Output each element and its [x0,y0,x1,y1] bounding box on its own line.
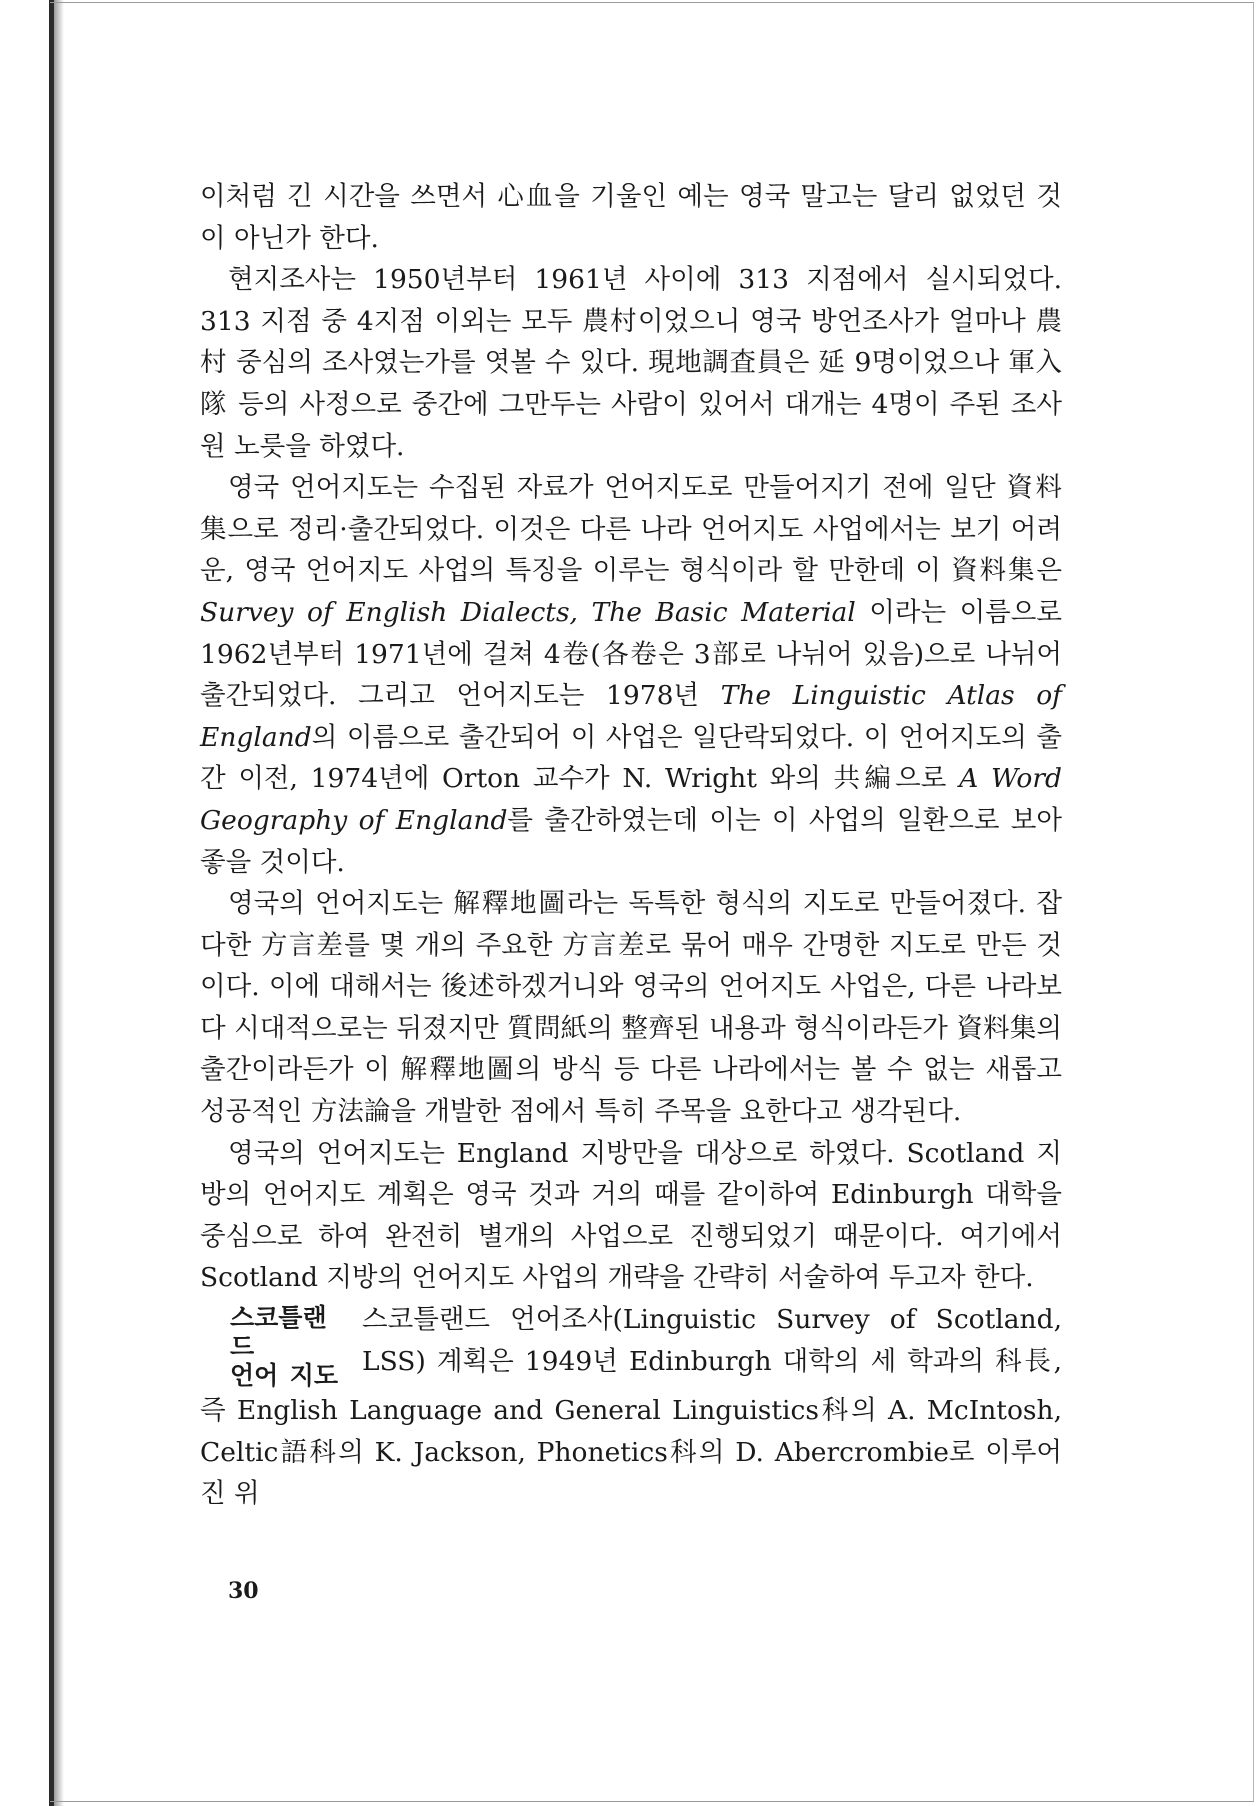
section-opening-lines [362,1299,1062,1382]
page-number: 30 [228,1578,259,1604]
section-text-line-2: LSS) 계획은 1949년 Edinburgh 대학의 세 학과의 科長, [362,1345,1062,1377]
paragraph-1: 이처럼 긴 시간을 쓰면서 心血을 기울인 예는 영국 말고는 달리 없었던 것이 아닌가 한다. [200,181,1062,254]
section-heading-line-1: 스코틀랜드 [230,1303,327,1362]
paragraph-3 [200,467,1062,883]
book-title-survey: Survey of English Dialects, The Basic Material [200,596,856,628]
section-heading [230,1299,338,1390]
paragraph-3-text-c: 의 이름으로 출간되어 이 사업은 일단락되었다. 이 언어지도의 출간 이전, 1974년에 Orton 교수가 N. Wright 와의 共編으로 [200,721,1062,795]
section-scotland [200,1299,1062,1390]
section-continuation: 즉 English Language and General Linguistics科의 A. McIntosh, Celtic語科의 K. Jackson, Phonetics科의 D. Abercrombie로 이루어진 위 [200,1395,1062,1510]
paragraph-3-text-a: 영국 언어지도는 수집된 자료가 언어지도로 만들어지기 전에 일단 資料集으로 정리·출간되었다. 이것은 다른 나라 언어지도 사업에서는 보기 어려운, 영국 언어지도 사업의 특징을 이루는 형식이라 할 만한데 이 資料集은 [200,472,1062,587]
book-title-word-geography: A Word Geography of England [200,763,1063,836]
book-title-atlas: The Linguistic Atlas of England [200,680,1062,753]
body-text [200,176,1062,1515]
paragraph-4: 영국의 언어지도는 解釋地圖라는 독특한 형식의 지도로 만들어졌다. 잡다한 方言差를 몇 개의 주요한 方言差로 묶어 매우 간명한 지도로 만든 것이다. 이에 대해서는 後述하겠거니와 영국의 언어지도 사업은, 다른 나라보다 시대적으로는 뒤졌지만 質問紙의 整齊된 내용과 형식이라든가 資料集의 출간이라든가 이 解釋地圖의 방식 등 다른 나라에서는 볼 수 없는 새롭고 성공적인 方法論을 개발한 점에서 특히 주목을 요한다고 생각된다. [200,888,1062,1128]
paragraph-3-text-b: 이라는 이름으로 1962년부터 1971년에 걸쳐 4卷(各卷은 3部로 나뉘어 있음)으로 나뉘어 출간되었다. 그리고 언어지도는 1978년 [200,596,1062,712]
section-text-line-1: 스코틀랜드 언어조사(Linguistic Survey of Scotland, [362,1304,1062,1336]
paragraph-5: 영국의 언어지도는 England 지방만을 대상으로 하였다. Scotland 지방의 언어지도 계획은 영국 것과 거의 때를 같이하여 Edinburgh 대학을 중심으로 하여 완전히 별개의 사업으로 진행되었기 때문이다. 여기에서 Scotland 지방의 언어지도 사업의 개략을 간략히 서술하여 두고자 한다. [200,1137,1062,1294]
section-heading-line-2: 언어 지도 [230,1361,338,1391]
paragraph-2: 현지조사는 1950년부터 1961년 사이에 313 지점에서 실시되었다. 313 지점 중 4지점 이외는 모두 農村이었으니 영국 방언조사가 얼마나 農村 중심의 조사였는가를 엿볼 수 있다. 現地調査員은 延 9명이었으나 軍入隊 등의 사정으로 중간에 그만두는 사람이 있어서 대개는 4명이 주된 조사원 노릇을 하였다. [200,264,1062,462]
paragraph-3-text-d: 를 출간하였는데 이는 이 사업의 일환으로 보아 좋을 것이다. [200,804,1062,878]
